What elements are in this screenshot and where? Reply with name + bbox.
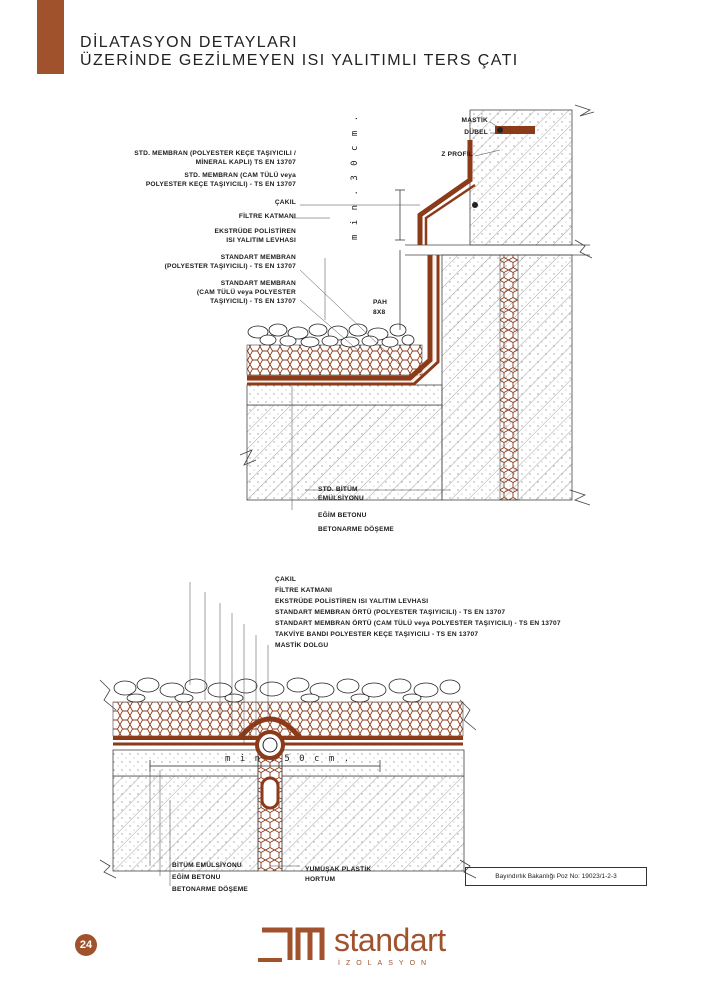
label2-mastik-dolgu: MASTİK DOLGU: [275, 642, 329, 649]
label-standart-membran-2c: TAŞIYICILI) - TS EN 13707: [210, 298, 296, 305]
page-number: 24: [75, 934, 97, 956]
label-pah: PAH: [373, 299, 388, 306]
label-dubel: DÜBEL: [464, 129, 488, 136]
label-standart-membran-2: STANDART MEMBRAN: [220, 280, 296, 287]
label-standart-membran-1b: (POLYESTER TAŞIYICILI) - TS EN 13707: [164, 263, 296, 270]
label2-ekstrude-polistiren: EKSTRÜDE POLİSTİREN ISI YALITIM LEVHASI: [275, 598, 429, 605]
page-title-line1: DİLATASYON DETAYLARI: [80, 34, 298, 51]
label2-standart-membran-1: STANDART MEMBRAN ÖRTÜ (POLYESTER TAŞIYICILI) - TS EN 13707: [275, 609, 506, 616]
label2-filtre-katmani: FİLTRE KATMANI: [275, 587, 333, 594]
label-std-bitum: STD. BİTÜM: [318, 486, 358, 493]
brand-subtitle: İZOLASYON: [338, 960, 433, 967]
label-pah-size: 8X8: [373, 309, 386, 316]
label-betonarme-doseme: BETONARME DÖŞEME: [318, 526, 394, 533]
label-egim-betonu: EĞİM BETONU: [318, 512, 367, 519]
label-ekstrude-polistiren: EKSTRÜDE POLİSTİREN: [214, 228, 296, 235]
label-standart-membran-1: STANDART MEMBRAN: [220, 254, 296, 261]
label-std-membran-1b: MİNERAL KAPLI) TS EN 13707: [195, 159, 296, 166]
dimension-min-50cm: m i n . 5 0 c m .: [225, 754, 352, 764]
label-cakil: ÇAKIL: [274, 199, 296, 206]
label2-hortum: HORTUM: [305, 876, 336, 883]
label-filtre-katmani: FİLTRE KATMANI: [238, 213, 296, 220]
label2-bitum-emulsiyonu: BİTÜM EMÜLSİYONU: [172, 862, 242, 869]
label-std-membran-2b: POLYESTER KEÇE TAŞIYICILI) - TS EN 13707: [145, 181, 296, 188]
label-std-membran-2: STD. MEMBRAN (CAM TÜLÜ veya: [184, 172, 296, 179]
label-std-membran-1: STD. MEMBRAN (POLYESTER KEÇE TAŞIYICILI /: [134, 150, 296, 157]
dimension-min-30cm: m i n . 3 0 c m .: [350, 113, 360, 240]
label-z-profil: Z PROFİL: [441, 151, 473, 158]
label2-takviye-bandi: TAKVİYE BANDI POLYESTER KEÇE TAŞIYICILI - TS EN 13707: [275, 631, 479, 638]
label-emulsiyonu: EMÜLSİYONU: [318, 495, 364, 502]
detail-2-expansion-joint: [100, 582, 479, 886]
label2-yumusak-plastik: YUMUŞAK PLASTİK: [305, 866, 372, 873]
page-title-line2: ÜZERİNDE GEZİLMEYEN ISI YALITIMLI TERS ÇATI: [80, 52, 519, 69]
brand-logo-mark: [258, 924, 330, 964]
label-isi-yalitim-levhasi: ISI YALITIM LEVHASI: [226, 237, 296, 244]
reference-box: Bayındırlık Bakanlığı Poz No: 19023/1-2-3: [465, 867, 647, 886]
label-standart-membran-2b: (CAM TÜLÜ veya POLYESTER: [196, 289, 296, 296]
label2-egim-betonu: EĞİM BETONU: [172, 874, 221, 881]
label2-cakil: ÇAKIL: [275, 576, 297, 583]
label2-betonarme-doseme: BETONARME DÖŞEME: [172, 886, 248, 893]
label-mastik: MASTİK: [461, 117, 488, 124]
brand-name: standart: [334, 922, 446, 958]
label2-standart-membran-2: STANDART MEMBRAN ÖRTÜ (CAM TÜLÜ veya POLYESTER TAŞIYICILI) - TS EN 13707: [275, 620, 561, 627]
